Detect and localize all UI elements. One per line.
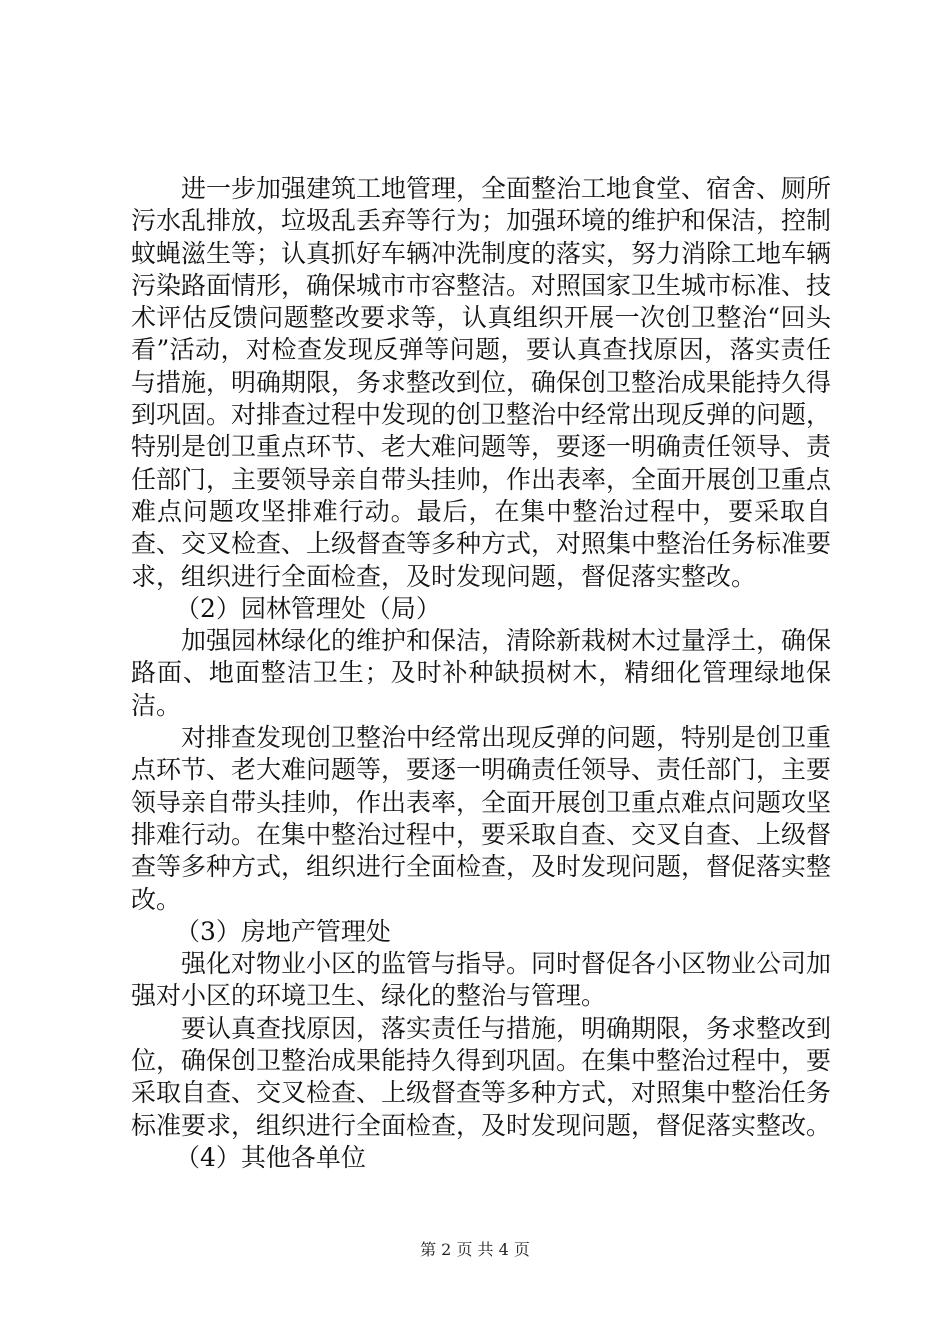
- section-heading-garden-office: （2）园林管理处（局）: [175, 593, 441, 623]
- paragraph-garden-maintenance: 加强园林绿化的维护和保洁，清除新栽树木过量浮土，确保路面、地面整洁卫生；及时补种缺损树木，精细化管理绿地保洁。: [131, 626, 832, 720]
- paragraph-construction-sites: 进一步加强建筑工地管理，全面整治工地食堂、宿舍、厕所污水乱排放，垃圾乱丢弃等行为；加强环境的维护和保洁，控制蚊蝇滋生等；认真抓好车辆冲洗制度的落实，努力消除工地车辆污染路面情形，确保城市市容整洁。对照国家卫生城市标准、技术评估反馈问题整改要求等，认真组织开展一次创卫整治“回头看”活动，对检查发现反弹等问题，要认真查找原因，落实责任与措施，明确期限，务求整改到位，确保创卫整治成果能持久得到巩固。对排查过程中发现的创卫整治中经常出现反弹的问题，特别是创卫重点环节、老大难问题等，要逐一明确责任领导、责任部门，主要领导亲自带头挂帅，作出表率，全面开展创卫重点难点问题攻坚排难行动。最后，在集中整治过程中，要采取自查、交叉检查、上级督查等多种方式，对照集中整治任务标准要求，组织进行全面检查，及时发现问题，督促落实整改。: [131, 174, 832, 591]
- paragraph-real-estate-rectification: 要认真查找原因，落实责任与措施，明确期限，务求整改到位，确保创卫整治成果能持久得到巩固。在集中整治过程中，要采取自查、交叉检查、上级督查等多种方式，对照集中整治任务标准要求，组织进行全面检查，及时发现问题，督促落实整改。: [131, 1013, 832, 1140]
- page-number-footer: 第 2 页 共 4 页: [420, 1240, 530, 1259]
- paragraph-property-supervision: 强化对物业小区的监管与指导。同时督促各小区物业公司加强对小区的环境卫生、绿化的整治与管理。: [131, 949, 832, 1011]
- section-heading-real-estate-office: （3）房地产管理处: [175, 916, 391, 946]
- section-heading-other-units: （4）其他各单位: [175, 1142, 366, 1172]
- paragraph-garden-rectification: 对排查发现创卫整治中经常出现反弹的问题，特别是创卫重点环节、老大难问题等，要逐一明确责任领导、责任部门，主要领导亲自带头挂帅，作出表率，全面开展创卫重点难点问题攻坚排难行动。在集中整治过程中，要采取自查、交叉自查、上级督查等多种方式，组织进行全面检查，及时发现问题，督促落实整改。: [131, 723, 832, 914]
- document-body: [131, 173, 831, 1174]
